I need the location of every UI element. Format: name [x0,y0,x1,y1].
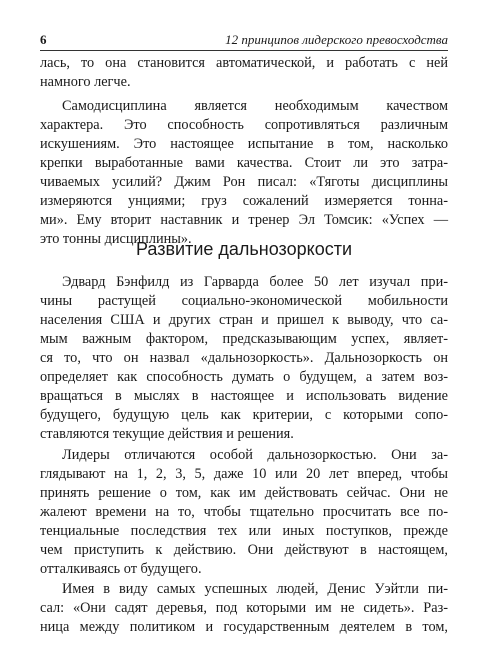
text-line: ся то, что он назвал «дальнозоркость». Дальнозоркость он [40,350,448,366]
text-line: сал: «Они садят деревья, под которыми им не сидеть». Раз- [40,600,448,616]
page-number: 6 [40,32,47,47]
text-line: населения США и других стран и пришел к выводу, что са- [40,312,448,328]
text-line: Самодисциплина является необходимым качеством [62,98,448,114]
running-title: 12 принципов лидерского превосходства [225,32,448,47]
text-line: определяет как способность думать о будущем, а затем воз- [40,369,448,385]
text-line: Имея в виду самых успешных людей, Денис Уэйтли пи- [62,581,448,597]
text-line: искушениям. Это настоящее испытание в том, насколько [40,136,448,152]
text-line: Лидеры отличаются особой дальнозоркостью. Они за- [62,447,448,463]
text-line: измеряются унциями; груз сожалений измеряется тонна- [40,193,448,209]
text-line: чем приступить к действию. Они действуют в настоящем, [40,542,448,558]
text-line: будущего, будущую цель как критерии, с которыми сопо- [40,407,448,423]
text-line: лась, то она становится автоматической, и работать с ней [40,55,448,71]
text-line: ми». Ему вторит наставник и тренер Эл Томсик: «Успех — [40,212,448,228]
text-line: чины растущей социально-экономической мобильности [40,293,448,309]
text-line: принять решение о том, как им действовать сейчас. Они не [40,485,448,501]
text-line: жалеют времени на то, чтобы тщательно просчитать все по- [40,504,448,520]
text-line: характера. Это способность сопротивляться различным [40,117,448,133]
text-line: глядывают на 1, 2, 3, 5, даже 10 или 20 лет вперед, чтобы [40,466,448,482]
text-line: отталкиваясь от будущего. [40,561,202,577]
text-line: это тонны дисциплины». [40,231,192,247]
text-line: ставляются текущие действия и решения. [40,426,294,442]
text-line: Эдвард Бэнфилд из Гарварда более 50 лет изучал при- [62,274,448,290]
text-line: чиваемых усилий? Джим Рон писал: «Тяготы дисциплины [40,174,448,190]
section-heading: Развитие дальнозоркости [136,239,352,259]
text-line: намного легче. [40,74,131,90]
text-line: ница между политиком и государственным деятелем в том, [40,619,448,635]
text-line: крепки выработанные вами качества. Стоит ли это затра- [40,155,448,171]
text-line: тенциальные последствия тех или иных поступков, прежде [40,523,448,539]
text-line: мым важным фактором, предсказывающим успех, являет- [40,331,448,347]
text-line: вращаться в мыслях в настоящее и использовать видение [40,388,448,404]
running-header [40,30,448,51]
